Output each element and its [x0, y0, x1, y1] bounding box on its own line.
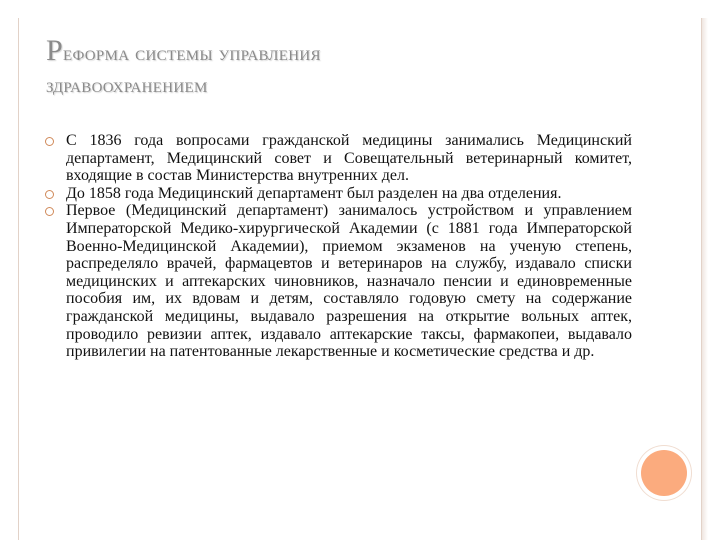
title-line-1 [46, 36, 676, 74]
bullet-text-3: Первое (Медицинский департамент) занималось устройством и управлением Императорской Медико-хирургической Академии (с 1881 года Императорской Военно-Медицинской Академии), приемом экзаменов на ученую степень, распределяло врачей, фармацевтов и ветеринаров на службу, издавало списки медицинских и аптекарских чиновников, назначало пенсии и единовременные пособия им, их вдовам и детям, составляло годовую смету на содержание гражданской медицины, выдавало разрешения на открытие вольных аптек, проводило ревизии аптек, издавало аптекарские таксы, фармакопеи, выдавало привилегии на патентованные лекарственные и косметические средства и др. [66, 202, 632, 361]
bullet-ring-icon [45, 190, 54, 199]
title-line-2: здравоохранением [46, 72, 208, 97]
bullet-ring-icon [45, 137, 54, 146]
bullet-text-1: С 1836 года вопросами гражданской медицины занимались Медицинский департамент, Медицинский совет и Совещательный ветеринарный комитет, входящие в состав Министерства внутренних дел. [66, 132, 632, 185]
bullet-item-3 [44, 202, 632, 360]
slide-title [46, 36, 676, 96]
bullet-text-2: До 1858 года Медицинский департамент был разделен на два отделения. [66, 184, 562, 202]
bullet-list [44, 132, 632, 361]
title-initial: Р [46, 34, 63, 67]
bullet-ring-icon [45, 207, 54, 216]
bullet-item-2 [44, 185, 632, 203]
frame-shadow [702, 18, 708, 540]
title-line-1-text: еформа системы управления [63, 40, 321, 65]
decorative-circle [641, 450, 687, 496]
bullet-item-1 [44, 132, 632, 185]
